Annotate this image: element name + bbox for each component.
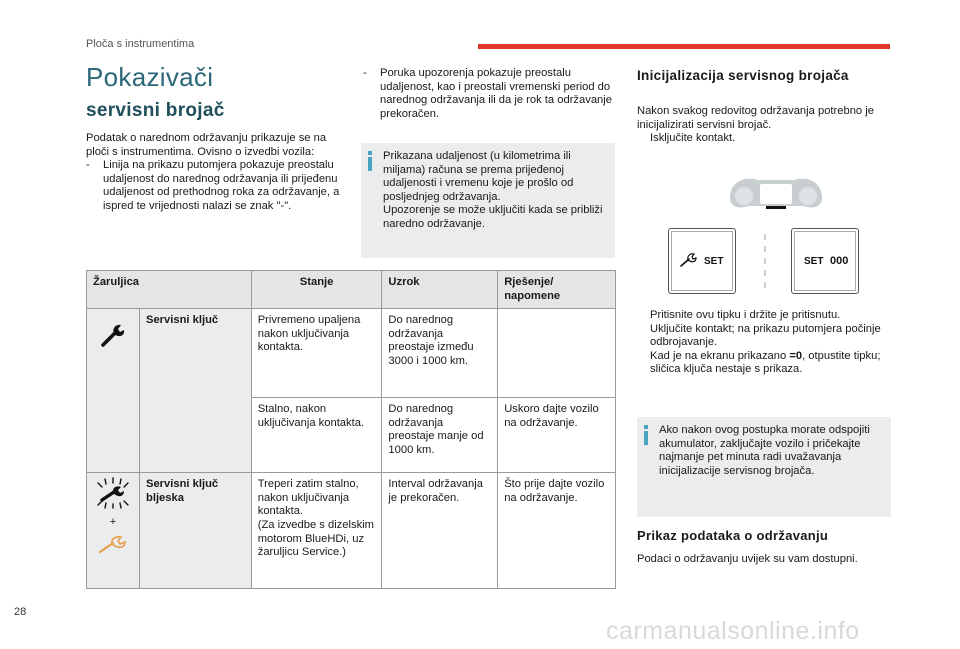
- state-cell: [251, 473, 382, 589]
- table-header-row: [87, 271, 616, 309]
- dotted-separator: [760, 232, 770, 292]
- lamp-icon-cell: [87, 309, 140, 473]
- header-state: Stanje: [251, 271, 382, 309]
- header-accent-bar: [478, 44, 890, 49]
- info-note-battery-text: Ako nakon ovog postupka morate odspojiti akumulator, zaključajte vozilo i pričekajte najmanje pet minuta radi uvažavanja inicijalizacije servisnog brojača.: [659, 424, 870, 477]
- dash-item-1: [86, 159, 346, 213]
- info-note-line-1: Prikazana udaljenost (u kilometrima ili miljama) računa se prema prijeđenoj udaljenosti i vremenu koje je prošlo od posljednjeg održavanja.: [383, 150, 574, 203]
- info-note-text: [383, 150, 607, 232]
- cause-cell: Interval održavanja je prekoračen.: [382, 473, 498, 589]
- step-text-2: Pritisnite ovu tipku i držite je pritisnutu.: [650, 309, 841, 321]
- init-intro-block: [637, 105, 892, 146]
- step-4-value: =0: [789, 349, 803, 362]
- state-text-a: Treperi zatim stalno, nakon uključivanja kontakta.: [257, 478, 359, 518]
- dash-marker: -: [363, 67, 367, 79]
- step-item-2: [637, 309, 892, 323]
- bullet-glyph: [637, 309, 650, 323]
- init-steps-block: [637, 309, 892, 377]
- watermark: carmanualsonline.info: [606, 617, 860, 645]
- lamp-name-service-key: Servisni ključ: [140, 309, 252, 473]
- step-item-3: [637, 323, 892, 350]
- set-display-illustration: [791, 228, 859, 294]
- lamp-icon-cell: [87, 473, 140, 589]
- init-heading: Inicijalizacija servisnog brojača: [637, 68, 849, 83]
- intro-paragraph: Podatak o narednom održavanju prikazuje se na ploči s instrumentima. Ovisno o izvedbi vozila:: [86, 132, 327, 158]
- set-key-illustration: [668, 228, 736, 294]
- page-number: 28: [14, 606, 27, 618]
- bullet-glyph: [637, 323, 650, 350]
- state-cell: Stalno, nakon uključivanja kontakta.: [251, 398, 382, 473]
- info-note-distance: [361, 143, 615, 258]
- solution-cell: Što prije dajte vozilo na održavanje.: [498, 473, 616, 589]
- header-solution: Rješenje/ napomene: [498, 271, 616, 309]
- section-title: Pokazivači: [86, 62, 214, 92]
- info-note-battery: [637, 417, 891, 517]
- set-key-label: SET: [704, 256, 724, 267]
- display-counter-value: 000: [830, 255, 849, 267]
- step-item-1: [637, 132, 892, 146]
- solution-cell: Uskoro dajte vozilo na održavanje.: [498, 398, 616, 473]
- dash-item-2-block: [363, 67, 613, 121]
- step-text-3: Uključite kontakt; na prikazu putomjera počinje odbrojavanje.: [650, 322, 881, 349]
- dash-text-1: Linija na prikazu putomjera pokazuje preostalu udaljenost do narednog održavanja ili prijeđenu udaljenost od prethodnog roka za održavanje, a ispred te vrijednosti nalazi se znak "-".: [103, 159, 340, 212]
- step-item-4: [637, 350, 892, 377]
- maintenance-info-text: Podaci o održavanju uvijek su vam dostupni.: [637, 553, 858, 565]
- section-subtitle: servisni brojač: [86, 100, 225, 121]
- dash-text-2: Poruka upozorenja pokazuje preostalu udaljenost, kao i preostali vremenski period do narednog održavanja ili da je rok ta održavanje prekoračen.: [380, 67, 612, 120]
- bullet-glyph: [637, 350, 650, 377]
- step-text-4: [650, 350, 892, 377]
- info-note-line-2: Upozorenje se može uključiti kada se približi naredno održavanje.: [383, 204, 603, 230]
- orange-wrench-icon: [96, 533, 130, 555]
- intro-block: [86, 132, 346, 214]
- header-cause: Uzrok: [382, 271, 498, 309]
- table-row: [87, 309, 616, 398]
- step-4-suffix: , otpustite tipku; sličica ključa nestaje s prikaza.: [650, 349, 881, 376]
- plus-sign: +: [109, 515, 117, 528]
- info-icon: [644, 425, 648, 447]
- warning-lamp-table: [86, 270, 616, 589]
- header-lamp: Žaruljica: [87, 271, 252, 309]
- step-4-prefix: Kad je na ekranu prikazano: [650, 349, 790, 362]
- state-text-b: (Za izvedbe s dizelskim motorom BlueHDi, uz žaruljicu Service.): [257, 518, 374, 559]
- running-header: Ploča s instrumentima: [86, 38, 195, 50]
- bullet-glyph: [637, 132, 650, 146]
- set-display-label: SET: [804, 256, 824, 267]
- lamp-name-service-key-flashing: Servisni ključ bljeska: [140, 473, 252, 589]
- instrument-cluster-illustration: [724, 172, 828, 214]
- wrench-icon: [678, 251, 698, 269]
- wrench-icon: [99, 321, 127, 349]
- dash-item-2: [363, 67, 613, 121]
- init-intro: Nakon svakog redovitog održavanja potrebno je inicijalizirati servisni brojač.: [637, 105, 874, 131]
- cause-cell: Do narednog održavanja preostaje između 3000 i 1000 km.: [382, 309, 498, 398]
- step-text-1: Isključite kontakt.: [650, 132, 736, 145]
- maintenance-info-heading: Prikaz podataka o održavanju: [637, 528, 829, 543]
- state-cell: Privremeno upaljena nakon uključivanja kontakta.: [251, 309, 382, 398]
- flashing-wrench-icon: [93, 477, 133, 509]
- dash-marker: -: [86, 159, 90, 172]
- solution-cell: [498, 309, 616, 398]
- table-row: [87, 473, 616, 589]
- cause-cell: Do narednog održavanja preostaje manje od 1000 km.: [382, 398, 498, 473]
- info-icon: [368, 151, 372, 173]
